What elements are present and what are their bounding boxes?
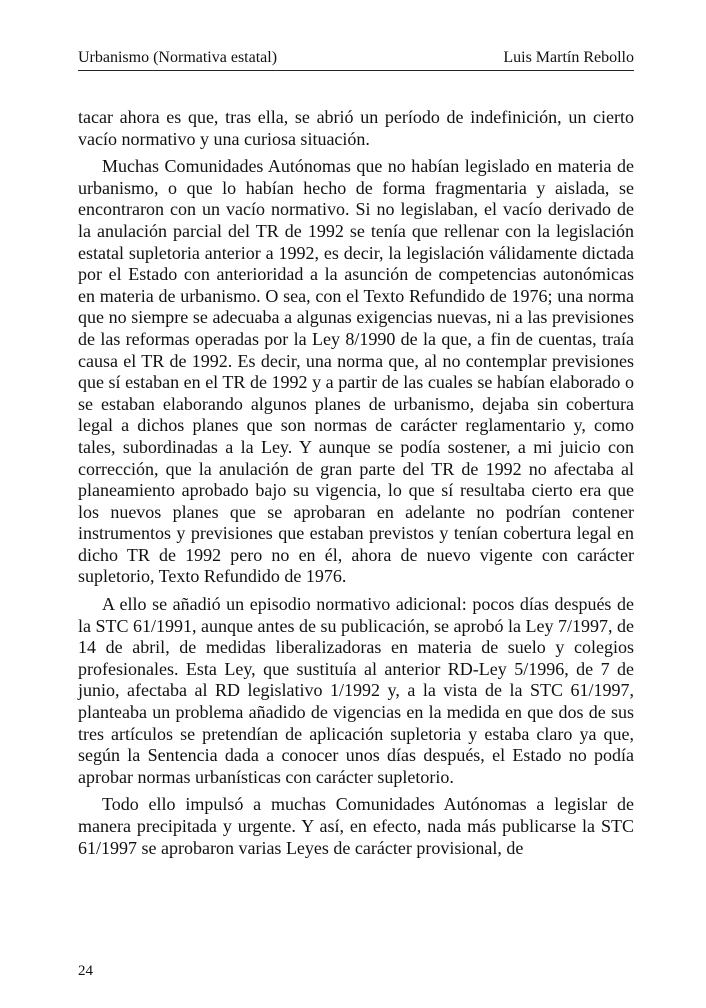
paragraph-3: A ello se añadió un episodio normativo adicional: pocos días después de la STC 61/1991, aunque antes de su publicación, se aprobó la Ley 7/1997, de 14 de abril, de medidas liberalizadoras en materia de suelo y colegios profesionales. Esta Ley, que sustituía al anterior RD-Ley 5/1996, de 7 de junio, afectaba al RD legislativo 1/1992 y, a la vista de la STC 61/1997, planteaba un problema añadido de vigencias en la medida en que dos de sus tres artículos se pretendían de aplicación supletoria y estaba claro ya que, según la Sentencia dada a conocer unos días después, el Estado no podía aprobar normas urbanísticas con carácter supletorio. — [78, 594, 634, 787]
header-title: Urbanismo (Normativa estatal) — [78, 49, 278, 66]
page-number: 24 — [78, 963, 93, 979]
header-author: Luis Martín Rebollo — [503, 49, 634, 66]
body-text — [78, 107, 634, 859]
paragraph-2: Muchas Comunidades Autónomas que no habían legislado en materia de urbanismo, o que lo habían hecho de forma fragmentaria y aislada, se encontraron con un vacío normativo. Si no legislaban, el vacío derivado de la anulación parcial del TR de 1992 se tenía que rellenar con la legislación estatal supletoria anterior a 1992, es decir, la legislación válidamente dictada por el Estado con anterioridad a la asunción de competencias autonómicas en materia de urbanismo. O sea, con el Texto Refundido de 1976; una norma que no siempre se adecuaba a algunas exigencias nuevas, ni a las previsiones de las reformas operadas por la Ley 8/1990 de la que, a fin de cuentas, traía causa el TR de 1992. Es decir, una norma que, al no contemplar previsiones que sí estaban en el TR de 1992 y a partir de las cuales se habían elaborado o se estaban elaborando algunos planes de urbanismo, dejaba sin cobertura legal a dichos planes que son normas de carácter reglamentario y, como tales, subordinadas a la Ley. Y aunque se podía sostener, a mi juicio con corrección, que la anulación de gran parte del TR de 1992 no afectaba al planeamiento aprobado bajo su vigencia, lo que sí resultaba cierto era que los nuevos planes que se aprobaran en adelante no podrían contener instrumentos y previsiones que estaban previstos y tenían cobertura legal en dicho TR de 1992 pero no en él, ahora de nuevo vigente con carácter supletorio, Texto Refundido de 1976. — [78, 156, 634, 587]
running-header — [78, 48, 634, 71]
paragraph-4: Todo ello impulsó a muchas Comunidades Autónomas a legislar de manera precipitada y urgente. Y así, en efecto, nada más publicarse la STC 61/1997 se aprobaron varias Leyes de carácter provisional, de — [78, 794, 634, 858]
paragraph-1: tacar ahora es que, tras ella, se abrió un período de indefinición, un cierto vacío normativo y una curiosa situación. — [78, 107, 634, 149]
document-page — [78, 48, 634, 865]
